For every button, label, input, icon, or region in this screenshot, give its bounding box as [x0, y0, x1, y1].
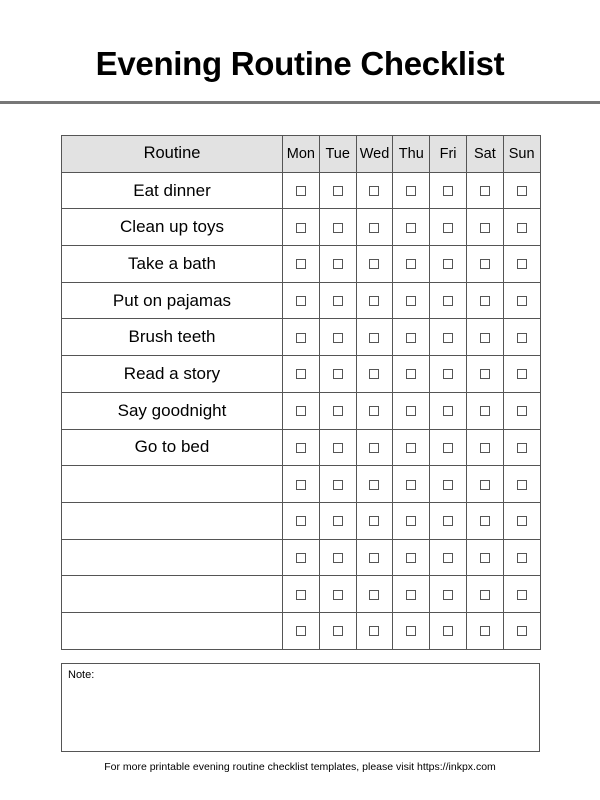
day-cell-sat [466, 246, 503, 283]
day-cell-fri [430, 576, 467, 613]
day-cell-wed [356, 576, 393, 613]
day-cell-tue [319, 502, 356, 539]
day-cell-wed [356, 612, 393, 649]
day-cell-wed [356, 429, 393, 466]
checkbox-icon[interactable] [443, 626, 453, 636]
day-cell-sat [466, 466, 503, 503]
day-cell-sun [503, 319, 540, 356]
table-row [62, 172, 541, 209]
column-header-fri: Fri [430, 136, 467, 173]
day-cell-sun [503, 539, 540, 576]
day-cell-fri [430, 209, 467, 246]
routine-cell: Clean up toys [62, 209, 283, 246]
day-cell-sat [466, 612, 503, 649]
routine-cell[interactable] [62, 612, 283, 649]
checkbox-icon[interactable] [480, 590, 490, 600]
day-cell-thu [393, 429, 430, 466]
checkbox-icon[interactable] [296, 590, 306, 600]
checkbox-icon[interactable] [406, 186, 416, 196]
checkbox-icon[interactable] [443, 516, 453, 526]
checkbox-icon[interactable] [333, 480, 343, 490]
checkbox-icon[interactable] [406, 369, 416, 379]
day-cell-wed [356, 209, 393, 246]
day-cell-fri [430, 282, 467, 319]
day-cell-sun [503, 172, 540, 209]
checkbox-icon[interactable] [480, 369, 490, 379]
checkbox-icon[interactable] [333, 223, 343, 233]
day-cell-fri [430, 319, 467, 356]
day-cell-fri [430, 172, 467, 209]
day-cell-tue [319, 466, 356, 503]
checkbox-icon[interactable] [480, 296, 490, 306]
day-cell-fri [430, 539, 467, 576]
day-cell-sat [466, 392, 503, 429]
table-row [62, 246, 541, 283]
day-cell-wed [356, 356, 393, 393]
checkbox-icon[interactable] [369, 443, 379, 453]
checkbox-icon[interactable] [369, 590, 379, 600]
day-cell-sun [503, 612, 540, 649]
day-cell-mon [283, 319, 320, 356]
checkbox-icon[interactable] [443, 259, 453, 269]
checkbox-icon[interactable] [443, 333, 453, 343]
checkbox-icon[interactable] [296, 223, 306, 233]
checkbox-icon[interactable] [517, 223, 527, 233]
table-row [62, 612, 541, 649]
checkbox-icon[interactable] [517, 516, 527, 526]
day-cell-sun [503, 429, 540, 466]
checkbox-icon[interactable] [406, 516, 416, 526]
day-cell-fri [430, 392, 467, 429]
column-header-mon: Mon [283, 136, 320, 173]
table-row [62, 466, 541, 503]
day-cell-sat [466, 576, 503, 613]
checkbox-icon[interactable] [296, 406, 306, 416]
checkbox-icon[interactable] [480, 223, 490, 233]
checkbox-icon[interactable] [369, 516, 379, 526]
day-cell-mon [283, 172, 320, 209]
day-cell-mon [283, 246, 320, 283]
checkbox-icon[interactable] [369, 259, 379, 269]
routine-cell: Read a story [62, 356, 283, 393]
day-cell-fri [430, 612, 467, 649]
day-cell-fri [430, 466, 467, 503]
day-cell-mon [283, 429, 320, 466]
day-cell-thu [393, 502, 430, 539]
checkbox-icon[interactable] [406, 259, 416, 269]
checkbox-icon[interactable] [443, 369, 453, 379]
day-cell-sat [466, 209, 503, 246]
checkbox-icon[interactable] [296, 443, 306, 453]
checkbox-icon[interactable] [443, 443, 453, 453]
table-row [62, 539, 541, 576]
checkbox-icon[interactable] [369, 186, 379, 196]
day-cell-tue [319, 209, 356, 246]
day-cell-mon [283, 356, 320, 393]
day-cell-tue [319, 356, 356, 393]
checkbox-icon[interactable] [296, 259, 306, 269]
day-cell-sun [503, 466, 540, 503]
note-box[interactable] [61, 663, 540, 752]
checkbox-icon[interactable] [296, 480, 306, 490]
checkbox-icon[interactable] [333, 296, 343, 306]
day-cell-wed [356, 282, 393, 319]
day-cell-mon [283, 392, 320, 429]
table-row [62, 576, 541, 613]
table-row [62, 429, 541, 466]
checkbox-icon[interactable] [369, 296, 379, 306]
checkbox-icon[interactable] [369, 369, 379, 379]
checkbox-icon[interactable] [480, 186, 490, 196]
checkbox-icon[interactable] [296, 626, 306, 636]
day-cell-thu [393, 576, 430, 613]
checkbox-icon[interactable] [406, 223, 416, 233]
checkbox-icon[interactable] [480, 259, 490, 269]
day-cell-tue [319, 319, 356, 356]
day-cell-mon [283, 502, 320, 539]
checkbox-icon[interactable] [369, 406, 379, 416]
table-header-row [62, 136, 541, 173]
day-cell-thu [393, 356, 430, 393]
day-cell-thu [393, 392, 430, 429]
day-cell-tue [319, 246, 356, 283]
column-header-wed: Wed [356, 136, 393, 173]
day-cell-thu [393, 172, 430, 209]
day-cell-tue [319, 392, 356, 429]
checkbox-icon[interactable] [333, 553, 343, 563]
checkbox-icon[interactable] [517, 406, 527, 416]
checkbox-icon[interactable] [480, 480, 490, 490]
day-cell-thu [393, 282, 430, 319]
checkbox-icon[interactable] [406, 443, 416, 453]
day-cell-sun [503, 502, 540, 539]
routine-cell: Take a bath [62, 246, 283, 283]
checkbox-icon[interactable] [443, 186, 453, 196]
column-header-sun: Sun [503, 136, 540, 173]
day-cell-mon [283, 209, 320, 246]
table-row [62, 282, 541, 319]
checkbox-icon[interactable] [333, 333, 343, 343]
day-cell-fri [430, 246, 467, 283]
day-cell-thu [393, 209, 430, 246]
routine-cell[interactable] [62, 502, 283, 539]
note-label: Note: [68, 669, 95, 681]
checkbox-icon[interactable] [296, 186, 306, 196]
checkbox-icon[interactable] [369, 626, 379, 636]
day-cell-fri [430, 429, 467, 466]
checkbox-icon[interactable] [480, 516, 490, 526]
checkbox-icon[interactable] [333, 186, 343, 196]
routine-cell: Go to bed [62, 429, 283, 466]
day-cell-thu [393, 246, 430, 283]
day-cell-sun [503, 392, 540, 429]
routine-cell: Say goodnight [62, 392, 283, 429]
checkbox-icon[interactable] [443, 223, 453, 233]
day-cell-sun [503, 246, 540, 283]
day-cell-wed [356, 246, 393, 283]
routine-cell: Put on pajamas [62, 282, 283, 319]
checkbox-icon[interactable] [369, 333, 379, 343]
day-cell-fri [430, 502, 467, 539]
day-cell-wed [356, 392, 393, 429]
table-row [62, 356, 541, 393]
day-cell-sat [466, 502, 503, 539]
day-cell-wed [356, 466, 393, 503]
day-cell-sun [503, 356, 540, 393]
day-cell-sun [503, 209, 540, 246]
routine-checklist-table [61, 135, 541, 650]
table-row [62, 392, 541, 429]
checkbox-icon[interactable] [406, 626, 416, 636]
day-cell-mon [283, 282, 320, 319]
day-cell-tue [319, 172, 356, 209]
checkbox-icon[interactable] [517, 259, 527, 269]
checkbox-icon[interactable] [480, 626, 490, 636]
checkbox-icon[interactable] [296, 296, 306, 306]
checkbox-icon[interactable] [517, 296, 527, 306]
day-cell-tue [319, 539, 356, 576]
checkbox-icon[interactable] [369, 223, 379, 233]
checkbox-icon[interactable] [333, 626, 343, 636]
routine-cell[interactable] [62, 576, 283, 613]
footer-text: For more printable evening routine checklist templates, please visit https://inkpx.com [104, 761, 496, 773]
day-cell-wed [356, 172, 393, 209]
checkbox-icon[interactable] [406, 480, 416, 490]
checkbox-icon[interactable] [406, 333, 416, 343]
checkbox-icon[interactable] [517, 186, 527, 196]
checkbox-icon[interactable] [406, 553, 416, 563]
checkbox-icon[interactable] [333, 516, 343, 526]
column-header-thu: Thu [393, 136, 430, 173]
checkbox-icon[interactable] [480, 553, 490, 563]
routine-cell: Eat dinner [62, 172, 283, 209]
column-header-routine: Routine [62, 136, 283, 173]
day-cell-thu [393, 466, 430, 503]
checkbox-icon[interactable] [517, 443, 527, 453]
day-cell-sat [466, 282, 503, 319]
checkbox-icon[interactable] [517, 333, 527, 343]
checkbox-icon[interactable] [443, 553, 453, 563]
checkbox-icon[interactable] [296, 369, 306, 379]
checkbox-icon[interactable] [296, 553, 306, 563]
day-cell-sat [466, 319, 503, 356]
checkbox-icon[interactable] [443, 296, 453, 306]
day-cell-tue [319, 282, 356, 319]
day-cell-mon [283, 576, 320, 613]
checkbox-icon[interactable] [480, 443, 490, 453]
day-cell-fri [430, 356, 467, 393]
checkbox-icon[interactable] [517, 369, 527, 379]
checkbox-icon[interactable] [480, 406, 490, 416]
day-cell-tue [319, 429, 356, 466]
checkbox-icon[interactable] [443, 480, 453, 490]
checkbox-icon[interactable] [406, 590, 416, 600]
checkbox-icon[interactable] [333, 443, 343, 453]
day-cell-wed [356, 539, 393, 576]
table-row [62, 502, 541, 539]
column-header-tue: Tue [319, 136, 356, 173]
checkbox-icon[interactable] [333, 369, 343, 379]
routine-cell[interactable] [62, 539, 283, 576]
day-cell-thu [393, 319, 430, 356]
day-cell-sat [466, 539, 503, 576]
day-cell-sat [466, 429, 503, 466]
day-cell-mon [283, 539, 320, 576]
day-cell-sun [503, 282, 540, 319]
checkbox-icon[interactable] [406, 406, 416, 416]
day-cell-mon [283, 612, 320, 649]
day-cell-wed [356, 319, 393, 356]
day-cell-thu [393, 539, 430, 576]
checkbox-icon[interactable] [333, 259, 343, 269]
checkbox-icon[interactable] [517, 553, 527, 563]
routine-cell: Brush teeth [62, 319, 283, 356]
page-title: Evening Routine Checklist [95, 45, 505, 82]
day-cell-wed [356, 502, 393, 539]
checkbox-icon[interactable] [480, 333, 490, 343]
table-row [62, 209, 541, 246]
day-cell-thu [393, 612, 430, 649]
day-cell-sat [466, 172, 503, 209]
checkbox-icon[interactable] [333, 406, 343, 416]
checkbox-icon[interactable] [369, 553, 379, 563]
routine-cell[interactable] [62, 466, 283, 503]
day-cell-tue [319, 576, 356, 613]
checkbox-icon[interactable] [517, 480, 527, 490]
title-separator [0, 101, 600, 104]
day-cell-sun [503, 576, 540, 613]
day-cell-mon [283, 466, 320, 503]
checkbox-icon[interactable] [333, 590, 343, 600]
checkbox-icon[interactable] [296, 333, 306, 343]
checkbox-icon[interactable] [517, 626, 527, 636]
checkbox-icon[interactable] [443, 406, 453, 416]
checkbox-icon[interactable] [443, 590, 453, 600]
checkbox-icon[interactable] [369, 480, 379, 490]
day-cell-sat [466, 356, 503, 393]
checkbox-icon[interactable] [517, 590, 527, 600]
column-header-sat: Sat [466, 136, 503, 173]
checkbox-icon[interactable] [296, 516, 306, 526]
day-cell-tue [319, 612, 356, 649]
checkbox-icon[interactable] [406, 296, 416, 306]
table-row [62, 319, 541, 356]
